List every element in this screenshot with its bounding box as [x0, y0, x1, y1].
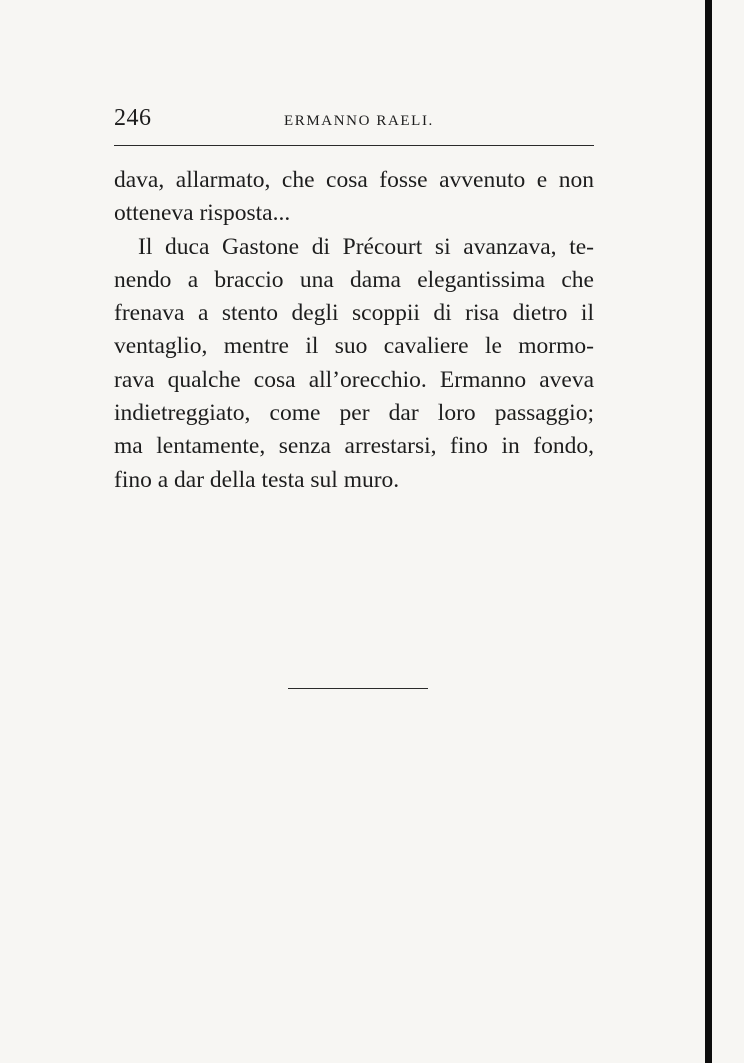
text-line: ma lentamente, senza arrestarsi, fino in fondo,: [114, 433, 594, 460]
text-line: ventaglio, mentre il suo cavaliere le mormo-: [114, 333, 594, 360]
body-text: [114, 164, 594, 497]
text-line: indietreggiato, come per dar loro passaggio;: [114, 400, 594, 427]
text-line: fino a dar della testa sul muro.: [114, 466, 400, 493]
running-head: ERMANNO RAELI.: [284, 113, 434, 129]
page-edge-shadow: [705, 0, 712, 1063]
text-line: otteneva risposta...: [114, 200, 291, 227]
section-end-rule: [288, 688, 428, 689]
text-line: dava, allarmato, che cosa fosse avvenuto e non: [114, 167, 594, 193]
page-number: 246: [114, 105, 152, 131]
text-line: Il duca Gastone di Précourt si avanzava, te-: [138, 233, 594, 260]
text-line: frenava a stento degli scoppii di risa dietro il: [114, 300, 594, 327]
text-line: rava qualche cosa all’orecchio. Ermanno aveva: [114, 366, 594, 393]
text-line: nendo a braccio una dama elegantissima che: [114, 266, 594, 293]
header-rule: [114, 145, 594, 146]
